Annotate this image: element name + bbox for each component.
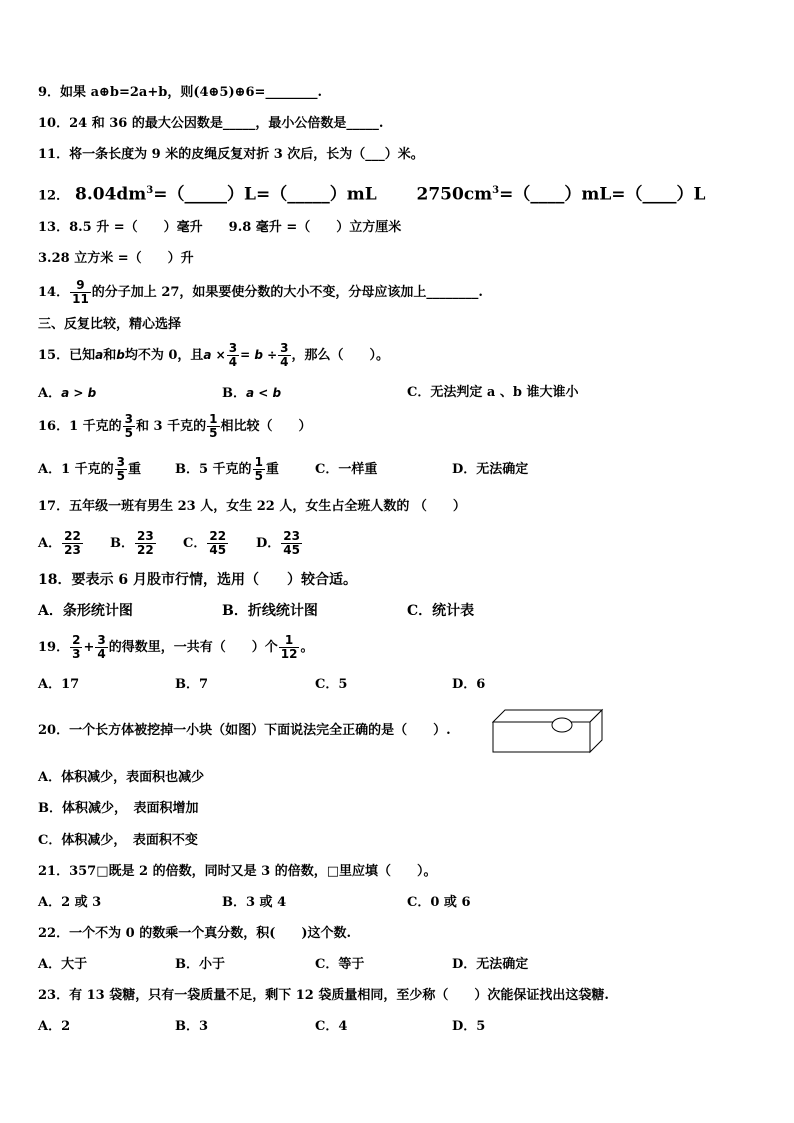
- question-12: [38, 180, 706, 208]
- q23-option-d[interactable]: D．5: [452, 1019, 486, 1034]
- q21-option-a[interactable]: A．2 或 3: [38, 895, 102, 910]
- q14-text: 的分子加上 27，如果要使分数的大小不变，分母应该加上________.: [91, 285, 483, 300]
- q22-option-c[interactable]: C．等于: [315, 957, 365, 972]
- option-fraction: [62, 530, 83, 557]
- q19-option-a[interactable]: A．17: [38, 677, 80, 692]
- option-fraction: [135, 530, 156, 557]
- fraction-denominator: 45: [209, 543, 227, 557]
- q23-option-b[interactable]: B．3: [175, 1019, 209, 1034]
- q19-text-end: 。: [300, 640, 314, 655]
- q19-option-d[interactable]: D．6: [452, 677, 486, 692]
- q15-fraction-2: [278, 342, 290, 369]
- option-label: B．: [222, 386, 246, 401]
- q17-option-a[interactable]: [38, 526, 84, 562]
- q17-option-b[interactable]: [110, 526, 157, 562]
- q16-fraction-1: [123, 413, 135, 440]
- q15-option-c[interactable]: C．无法判定 a 、b 谁大谁小: [407, 385, 579, 400]
- q16-option-c[interactable]: C．一样重: [315, 462, 378, 477]
- q15-option-b[interactable]: [222, 384, 281, 403]
- q15-text-c: 均不为 0，且: [124, 348, 204, 363]
- q19-fraction-3: [279, 634, 300, 661]
- fraction-numerator: 1: [284, 633, 294, 647]
- q12-part1: 8.04dm: [75, 184, 147, 205]
- q12-part2-rest: =（____）mL=（____）L: [499, 184, 706, 205]
- q22-option-d[interactable]: D．无法确定: [452, 957, 529, 972]
- q16-option-b[interactable]: [175, 453, 279, 487]
- question-14: [38, 278, 483, 308]
- fraction-denominator: 3: [72, 647, 81, 661]
- q17-option-c[interactable]: [183, 526, 229, 562]
- q14-fraction: [70, 279, 91, 306]
- fraction-denominator: 12: [280, 647, 298, 661]
- q12-part1-rest: =（_____）L=（_____）mL: [153, 184, 377, 205]
- q23-option-a[interactable]: A．2: [38, 1019, 71, 1034]
- q19-fraction-2: [95, 634, 107, 661]
- option-text: B．5 千克的: [175, 462, 252, 477]
- q12-number: 12．: [38, 188, 70, 204]
- fraction-denominator: 4: [228, 355, 238, 369]
- option-label: A．: [38, 536, 62, 551]
- q15-text-d: ，那么（ ）。: [291, 348, 390, 363]
- q15-expr-b: = b ÷: [240, 348, 278, 362]
- question-11: 11．将一条长度为 9 米的皮绳反复对折 3 次后，长为（___）米。: [38, 147, 424, 162]
- q12-part2: 2750cm: [416, 184, 493, 205]
- q18-option-a[interactable]: A．条形统计图: [38, 603, 133, 619]
- question-19: [38, 631, 313, 665]
- q15-text-a: 15．已知: [38, 348, 96, 363]
- fraction-denominator: 45: [283, 543, 300, 557]
- question-23: 23．有 13 袋糖，只有一袋质量不足，剩下 12 袋质量相同，至少称（ ）次能保证找出这袋糖.: [38, 988, 609, 1003]
- q15-text-b: 和: [103, 348, 117, 363]
- q18-option-c[interactable]: C．统计表: [407, 603, 475, 619]
- q9-end: .: [317, 85, 322, 100]
- q16-fraction-2: [207, 413, 219, 440]
- fraction-denominator: 5: [124, 426, 134, 440]
- fraction-numerator: 3: [124, 412, 134, 426]
- q21-option-c[interactable]: C．0 或 6: [407, 895, 471, 910]
- var-b: b: [116, 348, 125, 362]
- q15-expr-a: a ×: [203, 348, 226, 362]
- question-18: 18．要表示 6 月股市行情，选用（ ）较合适。: [38, 572, 357, 588]
- fraction-denominator: 11: [72, 292, 89, 306]
- q15-fraction-1: [227, 342, 239, 369]
- cuboid-figure: [492, 708, 604, 754]
- section-heading: 三、反复比较，精心选择: [38, 317, 182, 332]
- q19-text: 的得数里，一共有（ ）个: [108, 640, 278, 655]
- question-22: 22．一个不为 0 的数乘一个真分数，积( )这个数.: [38, 926, 352, 941]
- q19-fraction-1: [70, 634, 82, 661]
- option-label: D．: [256, 536, 281, 551]
- q16-text-a: 16．1 千克的: [38, 419, 122, 434]
- q23-option-c[interactable]: C．4: [315, 1019, 348, 1034]
- option-fraction: [207, 530, 228, 557]
- q19-number: 19．: [38, 640, 70, 655]
- q16-option-d[interactable]: D．无法确定: [452, 462, 529, 477]
- question-20: 20．一个长方体被挖掉一小块（如图）下面说法完全正确的是（ ）.: [38, 723, 451, 738]
- q9-text: 9．如果 a⊕b=2a+b，则(4⊕5)⊕6=: [38, 85, 266, 100]
- fraction-numerator: 9: [76, 278, 85, 292]
- q22-option-a[interactable]: A．大于: [38, 957, 88, 972]
- question-9: [38, 84, 322, 102]
- option-fraction: [253, 456, 265, 483]
- fraction-denominator: 5: [254, 469, 263, 483]
- q18-option-b[interactable]: B．折线统计图: [222, 603, 318, 619]
- fraction-denominator: 4: [280, 355, 289, 369]
- q14-number: 14．: [38, 285, 70, 300]
- option-text: A．1 千克的: [38, 462, 114, 477]
- fraction-numerator: 22: [209, 529, 227, 543]
- question-16: [38, 410, 312, 444]
- option-label: A．: [38, 386, 62, 401]
- q20-option-c[interactable]: C．体积减少， 表面积不变: [38, 833, 198, 848]
- question-13: 13．8.5 升 =（ ）毫升 9.8 毫升 =（ ）立方厘米: [38, 220, 402, 235]
- fraction-numerator: 3: [116, 455, 126, 469]
- q21-option-b[interactable]: B．3 或 4: [222, 895, 287, 910]
- plus-sign: +: [83, 640, 95, 655]
- fraction-denominator: 5: [116, 469, 126, 483]
- fraction-numerator: 23: [137, 529, 154, 543]
- option-label: C．: [183, 536, 207, 551]
- q16-text-b: 和 3 千克的: [136, 419, 207, 434]
- option-text-end: 重: [128, 462, 142, 477]
- option-fraction: [281, 530, 302, 557]
- fraction-denominator: 5: [209, 426, 218, 440]
- fraction-numerator: 3: [97, 633, 106, 647]
- q22-option-b[interactable]: B．小于: [175, 957, 225, 972]
- fraction-numerator: 23: [283, 529, 300, 543]
- var-a: a: [95, 348, 104, 362]
- q19-option-c[interactable]: C．5: [315, 677, 348, 692]
- q16-text-c: 相比较（ ）: [220, 419, 312, 434]
- question-15: [38, 338, 389, 373]
- q12-part1-exp: 3: [146, 185, 154, 196]
- question-21: 21．357□既是 2 的倍数，同时又是 3 的倍数，□里应填（ ）。: [38, 864, 437, 879]
- fraction-numerator: 1: [254, 455, 263, 469]
- q20-option-a[interactable]: A．体积减少，表面积也减少: [38, 770, 205, 785]
- fraction-numerator: 2: [72, 633, 81, 647]
- option-text-end: 重: [265, 462, 279, 477]
- fraction-numerator: 3: [280, 341, 289, 355]
- option-expr: a > b: [61, 386, 97, 400]
- fraction-denominator: 4: [97, 647, 106, 661]
- fraction-denominator: 22: [137, 543, 154, 557]
- question-13-cont: 3.28 立方米 =（ ）升: [38, 251, 194, 266]
- q12-part2-exp: 3: [492, 185, 500, 196]
- fraction-numerator: 3: [228, 341, 238, 355]
- option-expr: a < b: [246, 386, 282, 400]
- q16-option-a[interactable]: [38, 453, 141, 487]
- fraction-numerator: 1: [209, 412, 218, 426]
- q19-option-b[interactable]: B．7: [175, 677, 209, 692]
- q15-option-a[interactable]: [38, 384, 96, 403]
- q9-blank: ________: [265, 85, 318, 100]
- question-17: 17．五年级一班有男生 23 人，女生 22 人，女生占全班人数的 （ ）: [38, 499, 466, 514]
- question-10: 10．24 和 36 的最大公因数是_____，最小公倍数是_____.: [38, 116, 384, 131]
- option-fraction: [115, 456, 127, 483]
- fraction-numerator: 22: [64, 529, 81, 543]
- q17-option-d[interactable]: [256, 526, 303, 562]
- q20-option-b[interactable]: B．体积减少， 表面积增加: [38, 801, 199, 816]
- fraction-denominator: 23: [64, 543, 81, 557]
- option-label: B．: [110, 536, 134, 551]
